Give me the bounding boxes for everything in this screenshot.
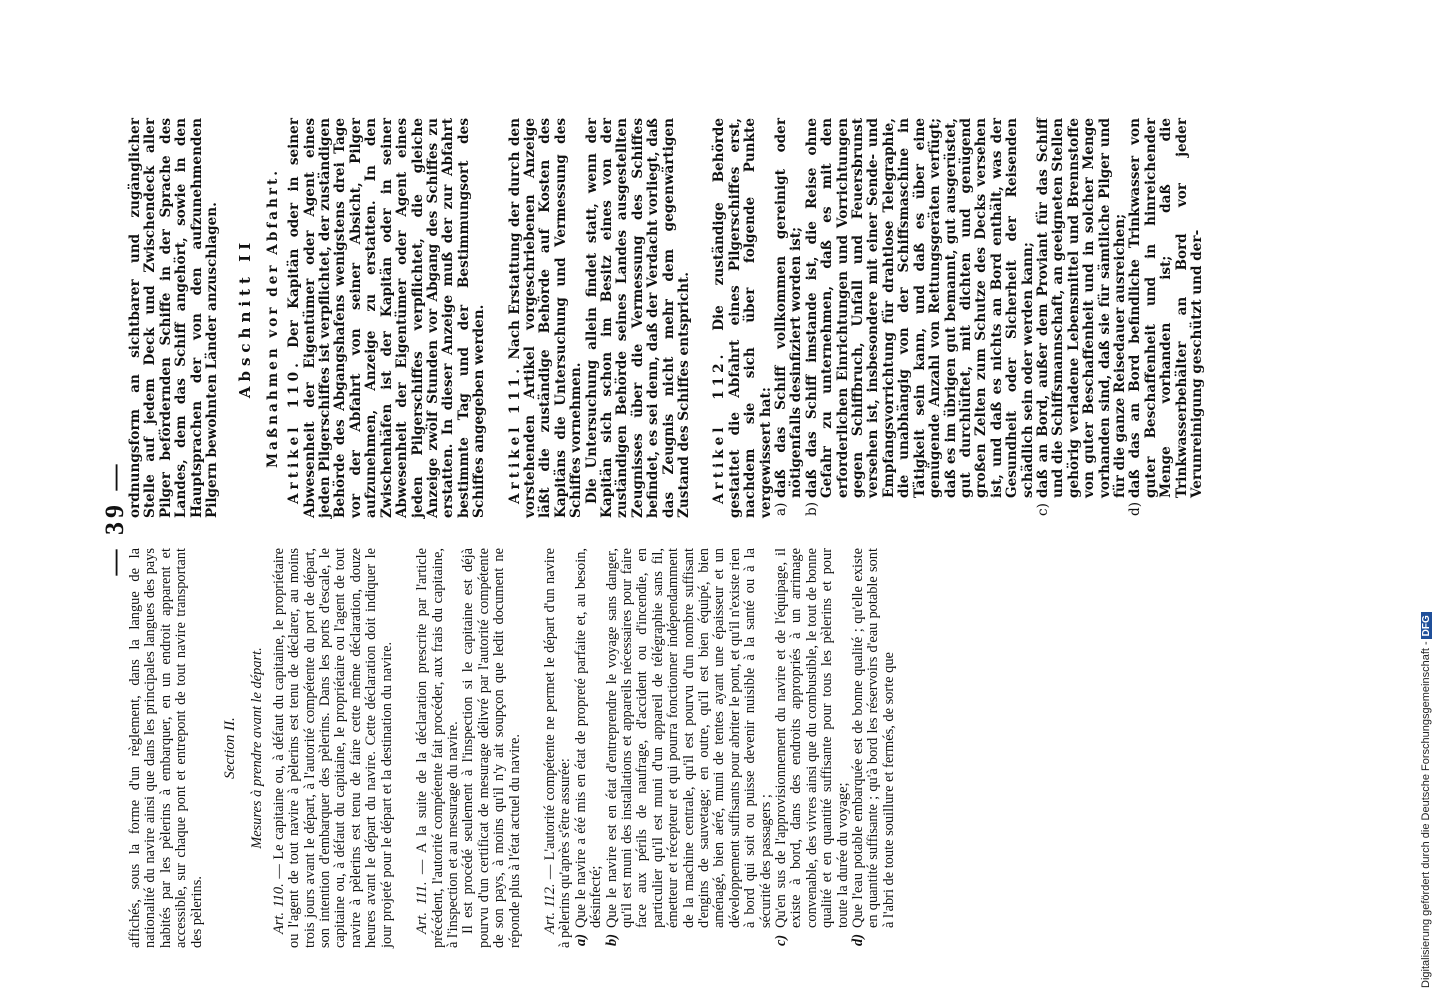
de-art112-text: Die zuständige Behörde gestattet die Abfahrt eines Pilgerschiffes erst, nachdem sie sich über folgende Punkte vergewissert hat:: [711, 118, 774, 518]
fr-art111-label: Art. 111.: [414, 881, 431, 934]
fr-art110-label: Art. 110.: [270, 883, 287, 934]
fr-continuation-paragraph: affichés, sous la forme d'un règlement, dans la langue de la nationalité du navire ainsi que dans les principales langues des pays habités par les pèlerins à embarquer, en un endroit apparent et accessible, sur chaque pont et entrepont de tout navire transportant des pèlerins.: [127, 548, 205, 948]
fr-art112-text: — L'autorité compétente ne permet le départ d'un navire à pèlerins qu'après s'être assurée:: [541, 548, 574, 948]
de-item-c-text: daß an Bord, außer dem Proviant für das Schiff und die Schiffsmannschaft, an geeigneten Stellen gehörig verladene Lebensmittel und Brennstoffe von guter Beschaffenheit und in solcher Menge vorhanden sind, daß sie für sämtliche Pilger und für die ganze Reisedauer ausreichen;: [1034, 118, 1128, 498]
fr-item-d-text: Que l'eau potable embarquée est de bonne qualité ; qu'elle existe en quantité suffisante ; qu'à bord les réservoirs d'eau potable sont à l'abri de toute souillure et fermés, de sorte que: [850, 548, 897, 928]
fr-section-heading: Section II.: [222, 717, 239, 779]
fr-item-b-text: Que le navire est en état d'entreprendre le voyage sans danger, qu'il est muni des installations et appareils nécessaires pour faire face aux périls de naufrage, d'accident ou d'incendie, en particulier qu'il est muni d'un appareil de télégraphie sans fil, émetteur et récepteur et qui pourra fonctionner indépendamment de la machine centrale, qu'il est pourvu d'un nombre suffisant d'engins de sauvetage; en outre, qu'il est bien équipé, bien aménagé, bien aéré, muni de tentes ayant une épaisseur et un développement suffisants pour abriter le pont, et qu'il n'existe rien à bord qui soit ou puisse devenir nuisible à la santé ou à la sécurité des passagers ;: [603, 548, 774, 928]
page-number: — 39 —: [100, 460, 129, 576]
de-section-subheading: Maßnahmen vor der Abfahrt.: [264, 167, 281, 469]
de-continuation-paragraph: ordnungsform an sichtbarer und zugänglicher Stelle auf jedem Deck und Zwischendeck aller Pilger befördernden Schiffe in der Sprache des Landes, dem das Schiff angehört, sowie in den Hauptsprachen der von den aufzunehmenden Pilgern bewohnten Länder anzuschlagen.: [127, 118, 221, 518]
french-column: [128, 548, 897, 948]
de-article-110: [287, 118, 487, 518]
fr-item-a-text: Que le navire a été mis en état de propreté parfaite et, au besoin, désinfecté;: [572, 548, 605, 928]
de-item-d-mark: d): [1127, 501, 1144, 516]
de-item-b: [805, 118, 1036, 518]
fr-item-d: [851, 548, 897, 948]
de-art110-text: Der Kapitän oder in seiner Abwesenheit der Eigentümer oder Agent eines jeden Pilgerschiffes ist verpflichtet, der zuständigen Behörde des Abgangshafens wenigstens drei Tage vor der Abfahrt von seiner Absicht, Pilger aufzunehmen, Anzeige zu erstatten. In den Zwischenhäfen ist der Kapitän oder in seiner Abwesenheit der Eigentümer oder Agent eines jeden Pilgerschiffes verpflichtet, die gleiche Anzeige zwölf Stunden vor Abgang des Schiffes zu erstatten. In dieser Anzeige muß der zur Abfahrt bestimmte Tag und der Bestimmungsort des Schiffes angegeben werden.: [286, 118, 488, 518]
de-item-d: [1128, 118, 1205, 518]
fr-item-a: [574, 548, 605, 948]
fr-art111-text: — A la suite de la déclaration prescrite par l'article précédent, l'autorité compétente fait procéder, aux frais du capitaine, à l'inspection et au mesurage du navire.: [414, 548, 461, 948]
fr-art110-text: — Le capitaine ou, à défaut du capitaine, le propriétaire ou l'agent de tout navire à pèlerins est tenu de déclarer, au moins trois jours avant le départ, à l'autorité compétente du port de départ, son intention d'embarquer des pèlerins. Dans les ports d'escale, le capitaine ou, à défaut du capitaine, le propriétaire ou l'agent de tout navire à pèlerins est tenu de faire cette même déclaration, douze heures avant le départ du navire. Cette déclaration doit indiquer le jour projeté pour le départ et la destination du navire.: [270, 547, 395, 948]
fr-article-111-para2: Il est procédé seulement à l'inspection si le capitaine est déjà pourvu d'un certificat de mesurage délivré par l'autorité compétente de son pays, à moins qu'il n'y ait soupçon que ledit document ne réponde plus à l'état actuel du navire.: [460, 548, 523, 948]
digitization-stamp: [1420, 8, 1432, 988]
de-art111-text: Nach Erstattung der durch den vorstehenden Artikel vorgeschriebenen Anzeige läßt die zuständige Behörde auf Kosten des Kapitäns die Untersuchung und Vermessung des Schiffes vornehmen.: [506, 118, 585, 518]
de-article-111-para2: Die Untersuchung allein findet statt, wenn der Kapitän sich schon im Besitz eines von der zuständigen Behörde seines Landes ausgestellten Zeugnisses über die Vermessung des Schiffes befindet, es sei denn, daß der Verdacht vorliegt, daß das Zeugnis nicht mehr dem gegenwärtigen Zustand des Schiffes entspricht.: [583, 118, 692, 518]
german-column: [128, 118, 1205, 518]
de-art111-label: Artikel 111.: [506, 365, 523, 504]
de-article-112: [712, 118, 774, 518]
fr-item-d-mark: d): [850, 934, 867, 946]
rotated-document-page: [100, 88, 1275, 948]
fr-section-subheading: Mesures à prendre avant le départ.: [249, 647, 266, 849]
de-art112-label: Artikel 112.: [711, 350, 728, 504]
fr-article-111: [415, 548, 461, 948]
de-item-a-mark: a): [773, 502, 790, 516]
de-item-a-text: daß das Schiff vollkommen gereinigt oder nötigenfalls desinfiziert worden ist;: [773, 118, 805, 498]
fr-item-c: [774, 548, 851, 948]
fr-item-c-mark: c): [773, 934, 790, 946]
de-item-d-text: daß das an Bord befindliche Trinkwasser von guter Beschaffenheit und in hinreichender Menge vorhanden ist; daß die Trinkwasserbehälter an Bord vor jeder Verunreinigung geschützt und der-: [1127, 118, 1205, 498]
stamp-text: Digitalisierung gefördert durch die Deutsche Forschungsgemeinschaft -: [1420, 641, 1432, 988]
fr-article-110: [272, 548, 395, 948]
de-item-c: [1036, 118, 1128, 518]
fr-item-a-mark: a): [572, 934, 589, 946]
de-article-111: [508, 118, 585, 518]
de-item-c-mark: c): [1034, 503, 1051, 516]
de-item-a: [774, 118, 805, 518]
fr-article-112: [543, 548, 574, 948]
fr-art112-label: Art. 112.: [541, 883, 558, 934]
de-section-heading: Abschnitt II: [236, 237, 255, 399]
fr-item-b: [605, 548, 774, 948]
de-art110-label: Artikel 110.: [286, 359, 303, 504]
fr-item-c-text: Qu'en sus de l'approvisionnement du navire et de l'équipage, il existe à bord, dans des endroits appropriés à un arrimage convenable, des vivres ainsi que du combustible, le tout de bonne qualité et en quantité suffisante pour tous les pèlerins et pour toute la durée du voyage;: [773, 548, 851, 928]
fr-item-b-mark: b): [603, 934, 620, 946]
dfg-logo: DFG: [1421, 612, 1432, 639]
de-item-b-text: daß das Schiff imstande ist, die Reise ohne Gefahr zu unternehmen, daß es mit den erforderlichen Einrichtungen und Vorrichtungen gegen Schiffbruch, Unfall und Feuersbrunst versehen ist, insbesondere mit einer Sende- und Empfangsvorrichtung für drahtlose Telegraphie, die unabhängig von der Schiffsmaschine in Tätigkeit sein kann, und daß es über eine genügende Anzahl von Rettungsgeräten verfügt; daß es im übrigen gut bemannt, gut ausgerüstet, gut durchlüftet, mit dichten und genügend großen Zelten zum Schutze des Decks versehen ist, und daß es nichts an Bord enthält, was der Gesundheit oder Sicherheit der Reisenden schädlich sein oder werden kann;: [803, 118, 1036, 498]
de-item-b-mark: b): [803, 501, 820, 516]
